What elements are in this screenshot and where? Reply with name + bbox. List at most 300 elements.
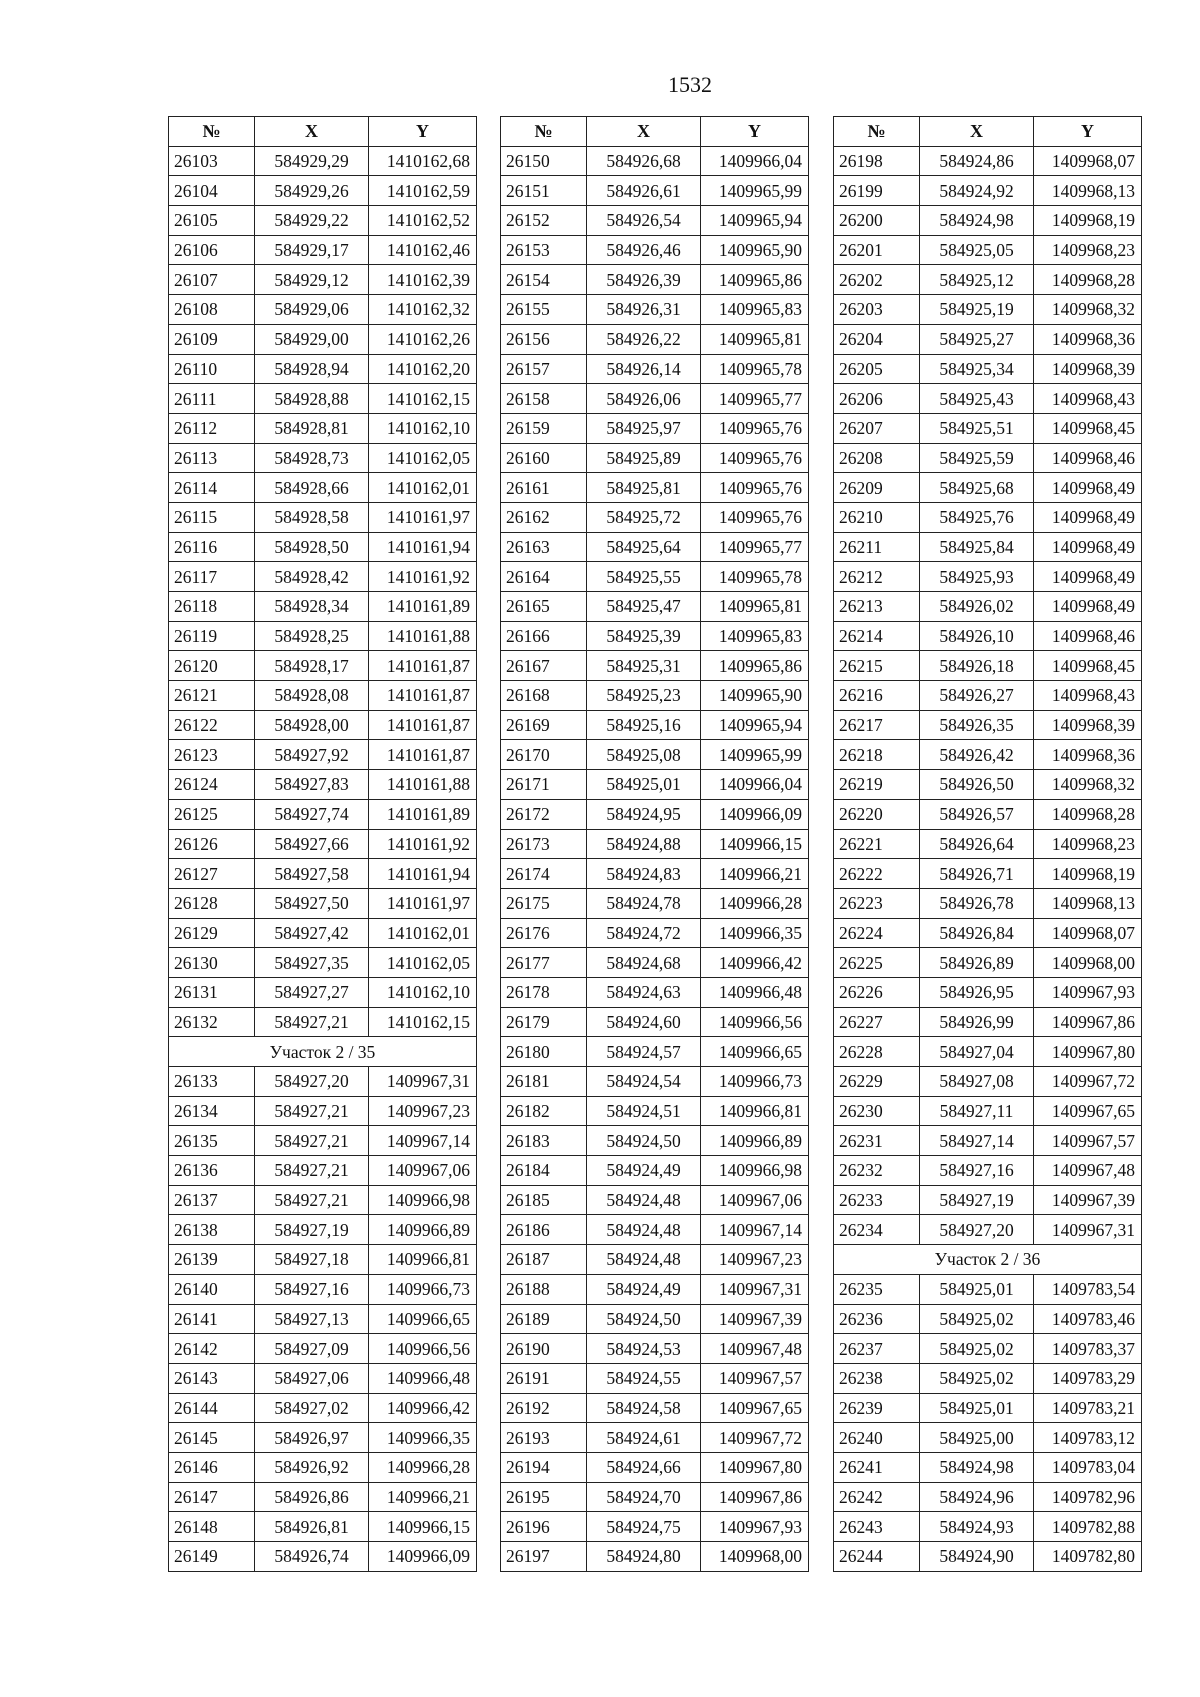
x-coordinate-cell: 584926,71 [920, 859, 1034, 889]
point-number-cell: 26151 [501, 176, 587, 206]
x-coordinate-cell: 584925,19 [920, 295, 1034, 325]
y-coordinate-cell: 1409965,99 [701, 176, 809, 206]
table-row [501, 235, 809, 265]
x-coordinate-cell: 584925,01 [920, 1393, 1034, 1423]
table-row [834, 413, 1142, 443]
header-number: № [834, 117, 920, 147]
table-row [501, 413, 809, 443]
y-coordinate-cell: 1409967,72 [1034, 1067, 1142, 1097]
y-coordinate-cell: 1409966,35 [701, 918, 809, 948]
x-coordinate-cell: 584925,02 [920, 1304, 1034, 1334]
table-row [834, 176, 1142, 206]
point-number-cell: 26172 [501, 799, 587, 829]
y-coordinate-cell: 1409966,04 [701, 146, 809, 176]
x-coordinate-cell: 584929,17 [255, 235, 369, 265]
x-coordinate-cell: 584925,43 [920, 384, 1034, 414]
x-coordinate-cell: 584925,23 [587, 681, 701, 711]
point-number-cell: 26122 [169, 710, 255, 740]
table-row [834, 621, 1142, 651]
y-coordinate-cell: 1410162,46 [369, 235, 477, 265]
table-row [501, 1126, 809, 1156]
x-coordinate-cell: 584924,90 [920, 1542, 1034, 1572]
point-number-cell: 26217 [834, 710, 920, 740]
point-number-cell: 26207 [834, 413, 920, 443]
x-coordinate-cell: 584927,11 [920, 1096, 1034, 1126]
y-coordinate-cell: 1409966,35 [369, 1423, 477, 1453]
point-number-cell: 26191 [501, 1363, 587, 1393]
y-coordinate-cell: 1409783,12 [1034, 1423, 1142, 1453]
table-row [834, 1304, 1142, 1334]
table-row [834, 948, 1142, 978]
table-row [169, 265, 477, 295]
point-number-cell: 26170 [501, 740, 587, 770]
point-number-cell: 26176 [501, 918, 587, 948]
point-number-cell: 26238 [834, 1363, 920, 1393]
point-number-cell: 26200 [834, 206, 920, 236]
y-coordinate-cell: 1409968,28 [1034, 799, 1142, 829]
point-number-cell: 26133 [169, 1067, 255, 1097]
point-number-cell: 26223 [834, 888, 920, 918]
point-number-cell: 26192 [501, 1393, 587, 1423]
y-coordinate-cell: 1409966,98 [701, 1156, 809, 1186]
table-row [501, 948, 809, 978]
point-number-cell: 26219 [834, 770, 920, 800]
point-number-cell: 26214 [834, 621, 920, 651]
y-coordinate-cell: 1409967,72 [701, 1423, 809, 1453]
table-row [501, 710, 809, 740]
table-row [169, 1482, 477, 1512]
x-coordinate-cell: 584925,05 [920, 235, 1034, 265]
x-coordinate-cell: 584929,22 [255, 206, 369, 236]
x-coordinate-cell: 584928,00 [255, 710, 369, 740]
table-row [169, 235, 477, 265]
header-y: Y [1034, 117, 1142, 147]
point-number-cell: 26242 [834, 1482, 920, 1512]
header-y: Y [369, 117, 477, 147]
x-coordinate-cell: 584927,19 [920, 1185, 1034, 1215]
x-coordinate-cell: 584926,50 [920, 770, 1034, 800]
y-coordinate-cell: 1409967,86 [1034, 1007, 1142, 1037]
x-coordinate-cell: 584926,74 [255, 1542, 369, 1572]
table-row [834, 1096, 1142, 1126]
table-row [501, 1512, 809, 1542]
point-number-cell: 26213 [834, 592, 920, 622]
point-number-cell: 26146 [169, 1452, 255, 1482]
point-number-cell: 26216 [834, 681, 920, 711]
table-row [169, 1452, 477, 1482]
table-row [501, 1482, 809, 1512]
point-number-cell: 26118 [169, 592, 255, 622]
x-coordinate-cell: 584925,08 [587, 740, 701, 770]
y-coordinate-cell: 1410161,97 [369, 502, 477, 532]
table-row [834, 354, 1142, 384]
y-coordinate-cell: 1409968,39 [1034, 354, 1142, 384]
y-coordinate-cell: 1409966,28 [701, 888, 809, 918]
y-coordinate-cell: 1410162,39 [369, 265, 477, 295]
y-coordinate-cell: 1409967,39 [1034, 1185, 1142, 1215]
x-coordinate-cell: 584925,76 [920, 502, 1034, 532]
x-coordinate-cell: 584927,02 [255, 1393, 369, 1423]
point-number-cell: 26109 [169, 324, 255, 354]
y-coordinate-cell: 1409965,78 [701, 354, 809, 384]
y-coordinate-cell: 1409966,65 [701, 1037, 809, 1067]
y-coordinate-cell: 1409968,00 [701, 1542, 809, 1572]
point-number-cell: 26240 [834, 1423, 920, 1453]
x-coordinate-cell: 584924,95 [587, 799, 701, 829]
table-row [169, 977, 477, 1007]
y-coordinate-cell: 1409968,49 [1034, 502, 1142, 532]
y-coordinate-cell: 1409967,86 [701, 1482, 809, 1512]
y-coordinate-cell: 1409967,06 [369, 1156, 477, 1186]
table-row [501, 384, 809, 414]
table-row [501, 829, 809, 859]
point-number-cell: 26110 [169, 354, 255, 384]
table-row [834, 740, 1142, 770]
point-number-cell: 26173 [501, 829, 587, 859]
table-row [169, 1363, 477, 1393]
x-coordinate-cell: 584924,78 [587, 888, 701, 918]
point-number-cell: 26134 [169, 1096, 255, 1126]
y-coordinate-cell: 1409966,65 [369, 1304, 477, 1334]
x-coordinate-cell: 584924,98 [920, 1452, 1034, 1482]
y-coordinate-cell: 1409967,57 [701, 1363, 809, 1393]
x-coordinate-cell: 584925,02 [920, 1363, 1034, 1393]
x-coordinate-cell: 584924,51 [587, 1096, 701, 1126]
x-coordinate-cell: 584927,19 [255, 1215, 369, 1245]
x-coordinate-cell: 584927,21 [255, 1185, 369, 1215]
x-coordinate-cell: 584925,72 [587, 502, 701, 532]
table-row [169, 1274, 477, 1304]
point-number-cell: 26123 [169, 740, 255, 770]
y-coordinate-cell: 1409966,81 [701, 1096, 809, 1126]
point-number-cell: 26232 [834, 1156, 920, 1186]
table-row [834, 799, 1142, 829]
table-row [501, 1067, 809, 1097]
x-coordinate-cell: 584926,46 [587, 235, 701, 265]
y-coordinate-cell: 1410162,52 [369, 206, 477, 236]
y-coordinate-cell: 1409966,28 [369, 1452, 477, 1482]
y-coordinate-cell: 1409967,39 [701, 1304, 809, 1334]
x-coordinate-cell: 584924,58 [587, 1393, 701, 1423]
table-row [501, 206, 809, 236]
table-row [169, 740, 477, 770]
table-row [834, 710, 1142, 740]
y-coordinate-cell: 1409968,43 [1034, 384, 1142, 414]
section-title: Участок 2 / 35 [169, 1037, 477, 1067]
y-coordinate-cell: 1410162,05 [369, 948, 477, 978]
point-number-cell: 26226 [834, 977, 920, 1007]
table-row [501, 443, 809, 473]
y-coordinate-cell: 1409968,32 [1034, 295, 1142, 325]
x-coordinate-cell: 584925,00 [920, 1423, 1034, 1453]
x-coordinate-cell: 584926,81 [255, 1512, 369, 1542]
y-coordinate-cell: 1409968,32 [1034, 770, 1142, 800]
point-number-cell: 26222 [834, 859, 920, 889]
x-coordinate-cell: 584927,20 [920, 1215, 1034, 1245]
section-row [834, 1245, 1142, 1275]
x-coordinate-cell: 584928,17 [255, 651, 369, 681]
x-coordinate-cell: 584926,14 [587, 354, 701, 384]
y-coordinate-cell: 1409965,99 [701, 740, 809, 770]
y-coordinate-cell: 1410162,10 [369, 977, 477, 1007]
table-row [169, 1126, 477, 1156]
point-number-cell: 26189 [501, 1304, 587, 1334]
table-row [169, 799, 477, 829]
point-number-cell: 26127 [169, 859, 255, 889]
x-coordinate-cell: 584929,26 [255, 176, 369, 206]
table-row [834, 1156, 1142, 1186]
point-number-cell: 26135 [169, 1126, 255, 1156]
x-coordinate-cell: 584927,21 [255, 1096, 369, 1126]
x-coordinate-cell: 584926,18 [920, 651, 1034, 681]
point-number-cell: 26180 [501, 1037, 587, 1067]
point-number-cell: 26104 [169, 176, 255, 206]
x-coordinate-cell: 584924,55 [587, 1363, 701, 1393]
y-coordinate-cell: 1409966,42 [369, 1393, 477, 1423]
x-coordinate-cell: 584926,02 [920, 592, 1034, 622]
point-number-cell: 26190 [501, 1334, 587, 1364]
x-coordinate-cell: 584927,08 [920, 1067, 1034, 1097]
table-row [169, 592, 477, 622]
table-row [169, 918, 477, 948]
x-coordinate-cell: 584927,06 [255, 1363, 369, 1393]
table-row [169, 1156, 477, 1186]
table-row [501, 295, 809, 325]
point-number-cell: 26171 [501, 770, 587, 800]
x-coordinate-cell: 584928,08 [255, 681, 369, 711]
table-row [834, 888, 1142, 918]
table-row [169, 532, 477, 562]
x-coordinate-cell: 584925,55 [587, 562, 701, 592]
x-coordinate-cell: 584924,75 [587, 1512, 701, 1542]
point-number-cell: 26150 [501, 146, 587, 176]
x-coordinate-cell: 584924,66 [587, 1452, 701, 1482]
x-coordinate-cell: 584927,42 [255, 918, 369, 948]
point-number-cell: 26156 [501, 324, 587, 354]
table-row [169, 770, 477, 800]
point-number-cell: 26244 [834, 1542, 920, 1572]
point-number-cell: 26116 [169, 532, 255, 562]
table-row [169, 1512, 477, 1542]
x-coordinate-cell: 584926,99 [920, 1007, 1034, 1037]
table-row [834, 473, 1142, 503]
y-coordinate-cell: 1410161,94 [369, 532, 477, 562]
y-coordinate-cell: 1409967,06 [701, 1185, 809, 1215]
y-coordinate-cell: 1409967,14 [701, 1215, 809, 1245]
point-number-cell: 26142 [169, 1334, 255, 1364]
x-coordinate-cell: 584926,64 [920, 829, 1034, 859]
table-row [169, 1096, 477, 1126]
x-coordinate-cell: 584928,66 [255, 473, 369, 503]
point-number-cell: 26145 [169, 1423, 255, 1453]
header-x: X [587, 117, 701, 147]
header-row [169, 117, 477, 147]
point-number-cell: 26152 [501, 206, 587, 236]
point-number-cell: 26188 [501, 1274, 587, 1304]
table-row [501, 859, 809, 889]
table-row [834, 1452, 1142, 1482]
point-number-cell: 26234 [834, 1215, 920, 1245]
table-row [834, 295, 1142, 325]
x-coordinate-cell: 584926,95 [920, 977, 1034, 1007]
y-coordinate-cell: 1409967,48 [1034, 1156, 1142, 1186]
y-coordinate-cell: 1410161,89 [369, 592, 477, 622]
table-row [834, 1542, 1142, 1572]
table-row [501, 1542, 809, 1572]
y-coordinate-cell: 1409966,15 [701, 829, 809, 859]
point-number-cell: 26201 [834, 235, 920, 265]
y-coordinate-cell: 1409965,77 [701, 384, 809, 414]
x-coordinate-cell: 584924,80 [587, 1542, 701, 1572]
y-coordinate-cell: 1409967,48 [701, 1334, 809, 1364]
y-coordinate-cell: 1409965,76 [701, 413, 809, 443]
y-coordinate-cell: 1409783,54 [1034, 1274, 1142, 1304]
table-row [834, 1334, 1142, 1364]
table-row [169, 621, 477, 651]
table-row [169, 502, 477, 532]
x-coordinate-cell: 584927,04 [920, 1037, 1034, 1067]
y-coordinate-cell: 1409968,45 [1034, 413, 1142, 443]
x-coordinate-cell: 584926,61 [587, 176, 701, 206]
x-coordinate-cell: 584924,96 [920, 1482, 1034, 1512]
y-coordinate-cell: 1409968,46 [1034, 621, 1142, 651]
y-coordinate-cell: 1409967,65 [701, 1393, 809, 1423]
y-coordinate-cell: 1409783,04 [1034, 1452, 1142, 1482]
x-coordinate-cell: 584924,54 [587, 1067, 701, 1097]
y-coordinate-cell: 1409968,39 [1034, 710, 1142, 740]
point-number-cell: 26137 [169, 1185, 255, 1215]
table-row [834, 1067, 1142, 1097]
point-number-cell: 26105 [169, 206, 255, 236]
y-coordinate-cell: 1409968,49 [1034, 532, 1142, 562]
y-coordinate-cell: 1410161,88 [369, 621, 477, 651]
y-coordinate-cell: 1409966,04 [701, 770, 809, 800]
y-coordinate-cell: 1409965,90 [701, 235, 809, 265]
x-coordinate-cell: 584924,50 [587, 1304, 701, 1334]
table-row [834, 770, 1142, 800]
x-coordinate-cell: 584926,92 [255, 1452, 369, 1482]
y-coordinate-cell: 1409968,49 [1034, 592, 1142, 622]
table-row [834, 502, 1142, 532]
y-coordinate-cell: 1409968,13 [1034, 176, 1142, 206]
y-coordinate-cell: 1410162,01 [369, 473, 477, 503]
x-coordinate-cell: 584928,42 [255, 562, 369, 592]
table-row [169, 413, 477, 443]
page-number: 1532 [668, 72, 712, 97]
x-coordinate-cell: 584927,92 [255, 740, 369, 770]
point-number-cell: 26212 [834, 562, 920, 592]
x-coordinate-cell: 584926,68 [587, 146, 701, 176]
point-number-cell: 26187 [501, 1245, 587, 1275]
header-number: № [501, 117, 587, 147]
y-coordinate-cell: 1409966,21 [701, 859, 809, 889]
table-row [834, 681, 1142, 711]
y-coordinate-cell: 1409967,80 [701, 1452, 809, 1482]
table-row [169, 206, 477, 236]
point-number-cell: 26204 [834, 324, 920, 354]
y-coordinate-cell: 1410161,92 [369, 562, 477, 592]
table-row [501, 592, 809, 622]
x-coordinate-cell: 584924,70 [587, 1482, 701, 1512]
point-number-cell: 26115 [169, 502, 255, 532]
point-number-cell: 26195 [501, 1482, 587, 1512]
point-number-cell: 26174 [501, 859, 587, 889]
y-coordinate-cell: 1409782,96 [1034, 1482, 1142, 1512]
y-coordinate-cell: 1409967,57 [1034, 1126, 1142, 1156]
table-row [834, 1393, 1142, 1423]
point-number-cell: 26129 [169, 918, 255, 948]
table-row [169, 1245, 477, 1275]
y-coordinate-cell: 1410161,87 [369, 740, 477, 770]
y-coordinate-cell: 1409966,89 [369, 1215, 477, 1245]
y-coordinate-cell: 1409968,00 [1034, 948, 1142, 978]
y-coordinate-cell: 1409968,07 [1034, 146, 1142, 176]
x-coordinate-cell: 584925,64 [587, 532, 701, 562]
x-coordinate-cell: 584924,57 [587, 1037, 701, 1067]
table-row [834, 1482, 1142, 1512]
point-number-cell: 26111 [169, 384, 255, 414]
table-row [834, 1185, 1142, 1215]
y-coordinate-cell: 1409965,76 [701, 502, 809, 532]
y-coordinate-cell: 1409967,93 [701, 1512, 809, 1542]
x-coordinate-cell: 584929,12 [255, 265, 369, 295]
point-number-cell: 26164 [501, 562, 587, 592]
table-row [169, 1067, 477, 1097]
y-coordinate-cell: 1409967,31 [369, 1067, 477, 1097]
y-coordinate-cell: 1409965,90 [701, 681, 809, 711]
point-number-cell: 26205 [834, 354, 920, 384]
y-coordinate-cell: 1409968,49 [1034, 562, 1142, 592]
table-row [169, 384, 477, 414]
point-number-cell: 26182 [501, 1096, 587, 1126]
point-number-cell: 26147 [169, 1482, 255, 1512]
point-number-cell: 26175 [501, 888, 587, 918]
point-number-cell: 26243 [834, 1512, 920, 1542]
point-number-cell: 26138 [169, 1215, 255, 1245]
point-number-cell: 26166 [501, 621, 587, 651]
table-row [169, 1393, 477, 1423]
x-coordinate-cell: 584928,25 [255, 621, 369, 651]
y-coordinate-cell: 1409966,73 [369, 1274, 477, 1304]
table-row [501, 1096, 809, 1126]
point-number-cell: 26168 [501, 681, 587, 711]
y-coordinate-cell: 1409966,56 [369, 1334, 477, 1364]
point-number-cell: 26233 [834, 1185, 920, 1215]
y-coordinate-cell: 1410162,26 [369, 324, 477, 354]
point-number-cell: 26179 [501, 1007, 587, 1037]
x-coordinate-cell: 584927,16 [255, 1274, 369, 1304]
point-number-cell: 26227 [834, 1007, 920, 1037]
section-title: Участок 2 / 36 [834, 1245, 1142, 1275]
point-number-cell: 26211 [834, 532, 920, 562]
x-coordinate-cell: 584928,94 [255, 354, 369, 384]
point-number-cell: 26241 [834, 1452, 920, 1482]
y-coordinate-cell: 1409968,23 [1034, 829, 1142, 859]
table-row [834, 1037, 1142, 1067]
x-coordinate-cell: 584926,39 [587, 265, 701, 295]
table-row [169, 146, 477, 176]
point-number-cell: 26194 [501, 1452, 587, 1482]
x-coordinate-cell: 584927,35 [255, 948, 369, 978]
y-coordinate-cell: 1409965,78 [701, 562, 809, 592]
x-coordinate-cell: 584924,93 [920, 1512, 1034, 1542]
x-coordinate-cell: 584926,22 [587, 324, 701, 354]
table-row [834, 1274, 1142, 1304]
x-coordinate-cell: 584925,39 [587, 621, 701, 651]
table-row [834, 1363, 1142, 1393]
point-number-cell: 26112 [169, 413, 255, 443]
y-coordinate-cell: 1409968,46 [1034, 443, 1142, 473]
